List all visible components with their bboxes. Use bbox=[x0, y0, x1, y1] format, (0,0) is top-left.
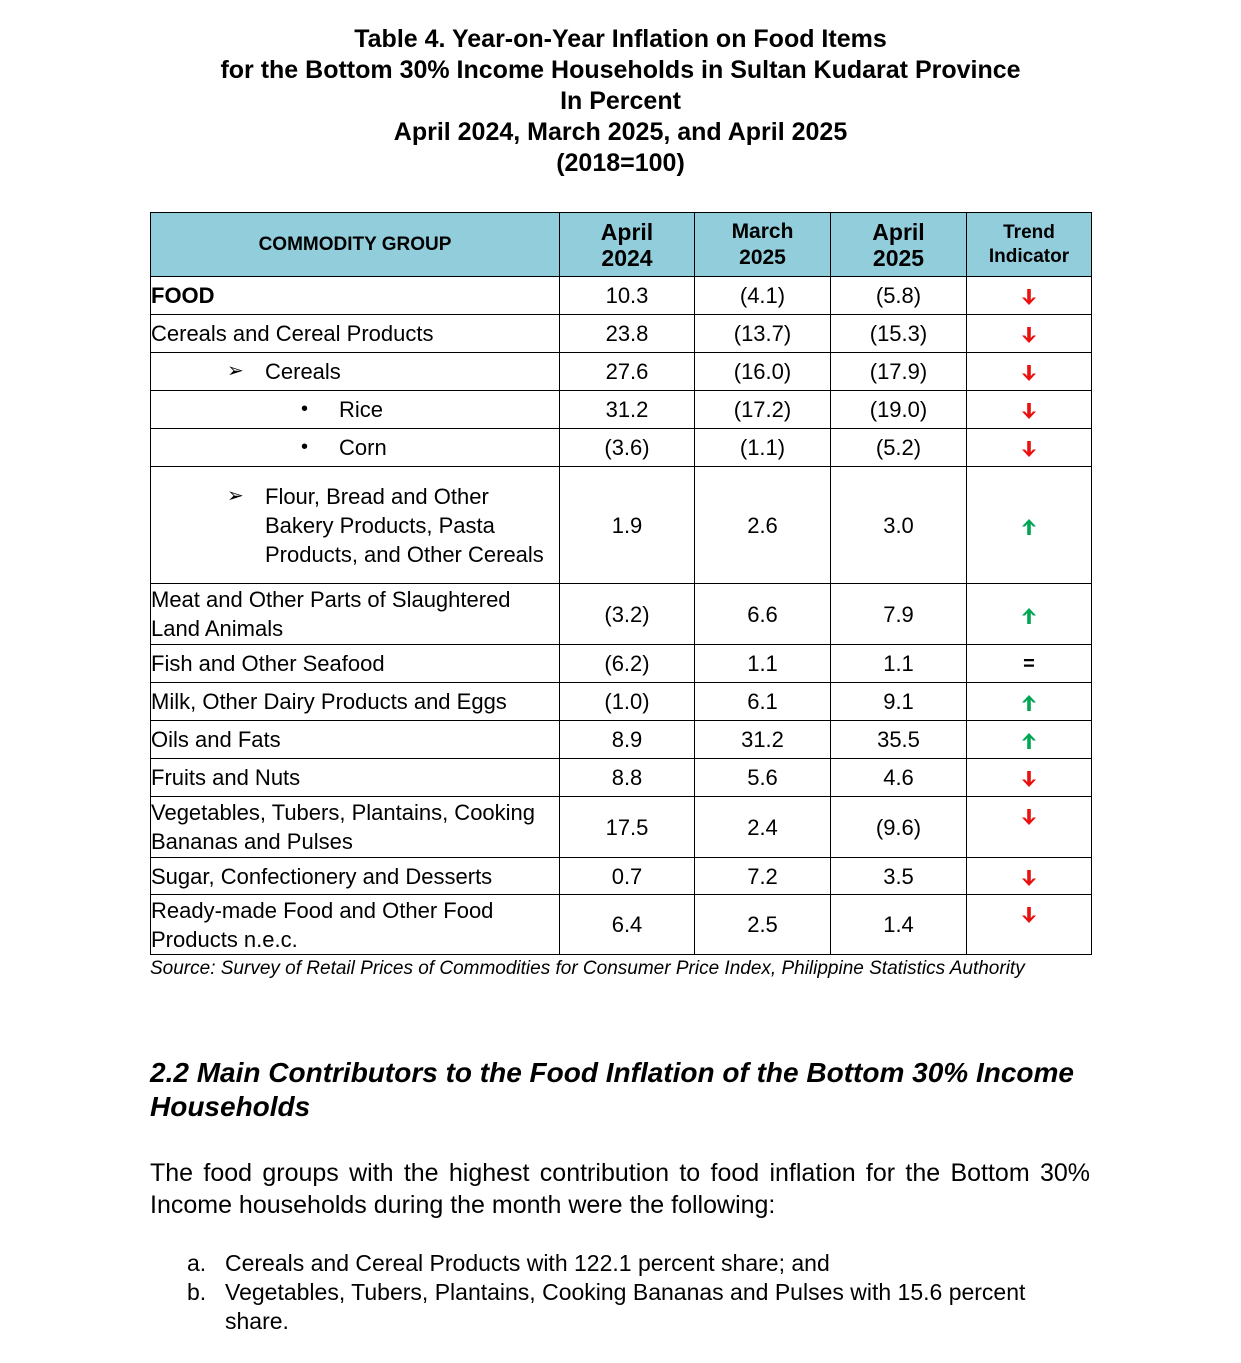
table-row bbox=[151, 429, 1092, 467]
commodity-label: Cereals bbox=[265, 359, 341, 384]
commodity-indent bbox=[151, 395, 559, 424]
value-apr2025: 1.1 bbox=[831, 645, 967, 683]
table-row bbox=[151, 467, 1092, 584]
arrow-bullet-icon: ➢ bbox=[227, 484, 244, 507]
header-march-2025 bbox=[695, 213, 831, 277]
commodity-label: Ready-made Food and Other Food Products n.e.c. bbox=[151, 897, 494, 952]
commodity-label: Fish and Other Seafood bbox=[151, 651, 385, 676]
table-row bbox=[151, 759, 1092, 797]
commodity-cell bbox=[151, 584, 560, 645]
commodity-indent bbox=[151, 357, 559, 386]
commodity-cell bbox=[151, 277, 560, 315]
value-apr2024: 8.8 bbox=[560, 759, 695, 797]
commodity-cell bbox=[151, 797, 560, 858]
value-mar2025: 2.5 bbox=[695, 895, 831, 955]
inflation-table bbox=[150, 212, 1092, 955]
table-row bbox=[151, 683, 1092, 721]
value-mar2025: 2.6 bbox=[695, 467, 831, 584]
arrow-up-icon bbox=[1020, 694, 1038, 712]
commodity-cell bbox=[151, 391, 560, 429]
table-row bbox=[151, 645, 1092, 683]
value-apr2025: 3.5 bbox=[831, 858, 967, 895]
list-letter: b. bbox=[187, 1279, 207, 1305]
commodity-cell bbox=[151, 467, 560, 584]
value-mar2025: 6.1 bbox=[695, 683, 831, 721]
commodity-label: Flour, Bread and Other Bakery Products, Pasta Products, and Other Cereals bbox=[265, 483, 544, 567]
header-trend-indicator bbox=[967, 213, 1092, 277]
trend-indicator-cell bbox=[967, 683, 1092, 721]
value-apr2025: (19.0) bbox=[831, 391, 967, 429]
commodity-label: Meat and Other Parts of Slaughtered Land Animals bbox=[151, 587, 511, 641]
value-apr2025: 1.4 bbox=[831, 895, 967, 955]
header-april-2025 bbox=[831, 213, 967, 277]
trend-indicator-cell bbox=[967, 277, 1092, 315]
value-mar2025: (4.1) bbox=[695, 277, 831, 315]
value-apr2024: (1.0) bbox=[560, 683, 695, 721]
header-march-2025-month: March bbox=[731, 219, 794, 243]
arrow-down-icon bbox=[1020, 288, 1038, 306]
trend-indicator-cell bbox=[967, 797, 1092, 858]
header-april-2025-month: April bbox=[872, 218, 925, 245]
contributors-list bbox=[150, 1249, 1095, 1336]
dot-bullet-icon: • bbox=[301, 398, 309, 420]
commodity-label: Oils and Fats bbox=[151, 727, 281, 752]
value-apr2025: 7.9 bbox=[831, 584, 967, 645]
value-apr2025: 4.6 bbox=[831, 759, 967, 797]
title-line-2: for the Bottom 30% Income Households in Sultan Kudarat Province bbox=[220, 56, 1021, 84]
trend-indicator-cell bbox=[967, 759, 1092, 797]
commodity-cell bbox=[151, 645, 560, 683]
value-apr2024: 27.6 bbox=[560, 353, 695, 391]
list-item bbox=[150, 1278, 1095, 1336]
arrow-down-icon bbox=[1020, 402, 1038, 420]
value-mar2025: 1.1 bbox=[695, 645, 831, 683]
value-apr2025: (5.8) bbox=[831, 277, 967, 315]
commodity-cell bbox=[151, 858, 560, 895]
title-line-1: Table 4. Year-on-Year Inflation on Food Items bbox=[354, 25, 887, 53]
body-paragraph: The food groups with the highest contribution to food inflation for the Bottom 30% Income households during the month were the following: bbox=[150, 1159, 1090, 1219]
commodity-label: Fruits and Nuts bbox=[151, 765, 301, 790]
table-body bbox=[151, 277, 1092, 955]
value-mar2025: (17.2) bbox=[695, 391, 831, 429]
title-line-5: (2018=100) bbox=[556, 149, 685, 177]
commodity-cell bbox=[151, 353, 560, 391]
commodity-label: Vegetables, Tubers, Plantains, Cooking Bananas and Pulses bbox=[151, 800, 536, 854]
commodity-cell bbox=[151, 759, 560, 797]
commodity-label: Cereals and Cereal Products bbox=[151, 321, 434, 346]
value-apr2024: 6.4 bbox=[560, 895, 695, 955]
value-mar2025: 7.2 bbox=[695, 858, 831, 895]
header-march-2025-year: 2025 bbox=[739, 245, 786, 269]
arrow-up-icon bbox=[1020, 732, 1038, 750]
value-apr2024: 31.2 bbox=[560, 391, 695, 429]
value-mar2025: (13.7) bbox=[695, 315, 831, 353]
value-apr2025: (15.3) bbox=[831, 315, 967, 353]
table-row bbox=[151, 858, 1092, 895]
table-row bbox=[151, 721, 1092, 759]
value-apr2024: 23.8 bbox=[560, 315, 695, 353]
commodity-label: Milk, Other Dairy Products and Eggs bbox=[151, 689, 507, 714]
table-title bbox=[0, 24, 1241, 179]
value-mar2025: 2.4 bbox=[695, 797, 831, 858]
table-row bbox=[151, 797, 1092, 858]
value-mar2025: (16.0) bbox=[695, 353, 831, 391]
source-note: Source: Survey of Retail Prices of Commodities for Consumer Price Index, Philippine Statistics Authority bbox=[150, 958, 1025, 979]
table-row bbox=[151, 391, 1092, 429]
commodity-cell bbox=[151, 721, 560, 759]
trend-indicator-cell bbox=[967, 645, 1092, 683]
trend-indicator-cell bbox=[967, 315, 1092, 353]
arrow-down-icon bbox=[1020, 440, 1038, 458]
value-mar2025: 5.6 bbox=[695, 759, 831, 797]
value-apr2025: 3.0 bbox=[831, 467, 967, 584]
value-apr2024: 17.5 bbox=[560, 797, 695, 858]
commodity-label: Sugar, Confectionery and Desserts bbox=[151, 863, 493, 889]
commodity-cell bbox=[151, 895, 560, 955]
equal-icon: = bbox=[1023, 653, 1035, 675]
value-apr2024: (3.2) bbox=[560, 584, 695, 645]
commodity-cell bbox=[151, 683, 560, 721]
trend-indicator-cell bbox=[967, 467, 1092, 584]
trend-indicator-cell bbox=[967, 353, 1092, 391]
header-april-2025-year: 2025 bbox=[872, 244, 925, 271]
table-row bbox=[151, 277, 1092, 315]
value-apr2024: 0.7 bbox=[560, 858, 695, 895]
arrow-down-icon bbox=[1020, 326, 1038, 344]
section-heading: 2.2 Main Contributors to the Food Inflation of the Bottom 30% Income Households bbox=[150, 1057, 1074, 1122]
arrow-down-icon bbox=[1020, 770, 1038, 788]
value-apr2025: (9.6) bbox=[831, 797, 967, 858]
value-mar2025: 6.6 bbox=[695, 584, 831, 645]
arrow-up-icon bbox=[1020, 607, 1038, 625]
table-row bbox=[151, 353, 1092, 391]
commodity-cell bbox=[151, 429, 560, 467]
value-apr2024: 1.9 bbox=[560, 467, 695, 584]
commodity-label: Rice bbox=[339, 397, 384, 422]
table-row bbox=[151, 315, 1092, 353]
value-mar2025: (1.1) bbox=[695, 429, 831, 467]
arrow-down-icon bbox=[1020, 869, 1038, 887]
trend-indicator-cell bbox=[967, 858, 1092, 895]
list-item-text: Vegetables, Tubers, Plantains, Cooking Bananas and Pulses with 15.6 percent share. bbox=[225, 1279, 1026, 1334]
trend-indicator-cell bbox=[967, 391, 1092, 429]
trend-indicator-cell bbox=[967, 895, 1092, 955]
arrow-down-icon bbox=[1020, 808, 1038, 826]
header-april-2024-month: April bbox=[600, 218, 654, 245]
arrow-up-icon bbox=[1020, 518, 1038, 536]
list-item bbox=[150, 1249, 1095, 1278]
header-april-2024-year: 2024 bbox=[601, 244, 653, 271]
value-apr2025: (17.9) bbox=[831, 353, 967, 391]
value-apr2025: (5.2) bbox=[831, 429, 967, 467]
table-header-row bbox=[151, 213, 1092, 277]
trend-indicator-cell bbox=[967, 584, 1092, 645]
title-line-4: April 2024, March 2025, and April 2025 bbox=[393, 118, 848, 146]
table-row bbox=[151, 584, 1092, 645]
dot-bullet-icon: • bbox=[301, 436, 309, 458]
trend-indicator-cell bbox=[967, 721, 1092, 759]
value-apr2024: 10.3 bbox=[560, 277, 695, 315]
header-commodity-group: COMMODITY GROUP bbox=[151, 213, 560, 277]
arrow-down-icon bbox=[1020, 364, 1038, 382]
header-april-2024 bbox=[560, 213, 695, 277]
value-apr2025: 9.1 bbox=[831, 683, 967, 721]
arrow-bullet-icon: ➢ bbox=[227, 360, 244, 382]
title-line-3: In Percent bbox=[560, 87, 681, 115]
commodity-indent bbox=[151, 482, 559, 569]
header-trend-line2: Indicator bbox=[988, 245, 1070, 267]
commodity-label: FOOD bbox=[151, 283, 215, 308]
value-apr2024: (6.2) bbox=[560, 645, 695, 683]
value-apr2024: 8.9 bbox=[560, 721, 695, 759]
list-letter: a. bbox=[187, 1250, 207, 1276]
value-apr2024: (3.6) bbox=[560, 429, 695, 467]
commodity-label: Corn bbox=[339, 435, 387, 460]
header-trend-line1: Trend bbox=[1003, 221, 1055, 243]
commodity-indent bbox=[151, 433, 559, 462]
commodity-cell bbox=[151, 315, 560, 353]
trend-indicator-cell bbox=[967, 429, 1092, 467]
value-mar2025: 31.2 bbox=[695, 721, 831, 759]
table-row bbox=[151, 895, 1092, 955]
list-item-text: Cereals and Cereal Products with 122.1 percent share; and bbox=[225, 1250, 830, 1276]
arrow-down-icon bbox=[1020, 906, 1038, 924]
value-apr2025: 35.5 bbox=[831, 721, 967, 759]
